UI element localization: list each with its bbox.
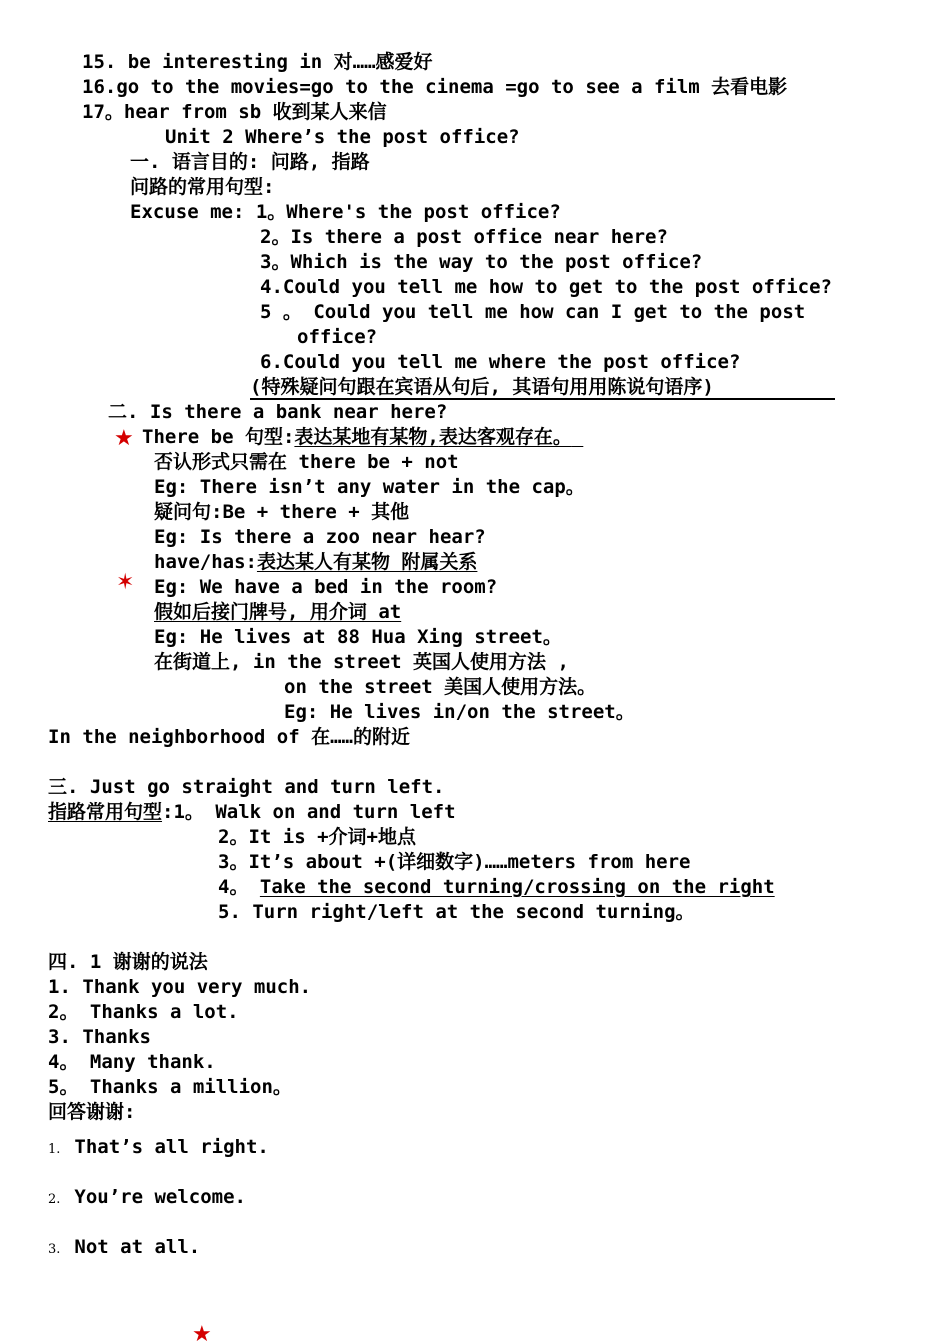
reply-text: That’s all right. bbox=[74, 1136, 269, 1158]
word-order-note: (特殊疑问句跟在宾语从句后, 其语句用用陈说句语序) bbox=[250, 376, 714, 398]
there-be-meaning-1: 表达某地有某物, bbox=[294, 426, 439, 448]
example-4: Eg: He lives at 88 Hua Xing street。 bbox=[154, 626, 562, 648]
example-2: Eg: Is there a zoo near hear? bbox=[154, 526, 486, 548]
direction-5: 5. Turn right/left at the second turning。 bbox=[218, 901, 695, 923]
direction-4-line bbox=[218, 875, 775, 899]
question-5: 5 。 Could you tell me how can I get to the post bbox=[260, 301, 806, 323]
section1-subheading: 问路的常用句型: bbox=[130, 176, 275, 198]
have-prefix: have/has: bbox=[154, 551, 257, 573]
direction-2: 2。It is +介词+地点 bbox=[218, 826, 416, 848]
phrase-16: 16.go to the movies=go to the cinema =go to see a film 去看电影 bbox=[82, 76, 788, 98]
neighborhood-phrase: In the neighborhood of 在……的附近 bbox=[48, 726, 410, 748]
question-form: 疑问句:Be + there + 其他 bbox=[154, 501, 410, 523]
section4-heading: 四. 1 谢谢的说法 bbox=[48, 951, 208, 973]
question-4: 4.Could you tell me how to get to the post office? bbox=[260, 276, 832, 298]
question-2: 2。Is there a post office near here? bbox=[260, 226, 668, 248]
thanks-1: 1. Thank you very much. bbox=[48, 976, 312, 998]
thanks-5: 5。 Thanks a million。 bbox=[48, 1076, 292, 1098]
thanks-2: 2。 Thanks a lot. bbox=[48, 1001, 239, 1023]
section2-heading: 二. Is there a bank near here? bbox=[108, 401, 448, 423]
there-be-line bbox=[142, 425, 583, 449]
direction-4: Take the second turning/crossing on the right bbox=[259, 876, 775, 898]
question-1: Excuse me: 1。Where's the post office? bbox=[130, 201, 561, 223]
example-1: Eg: There isn’t any water in the cap。 bbox=[154, 476, 585, 498]
example-5: Eg: He lives in/on the street。 bbox=[284, 701, 635, 723]
star-icon: ★ bbox=[192, 1322, 212, 1344]
direction-line-1 bbox=[48, 800, 456, 824]
reply-item bbox=[48, 1135, 269, 1162]
reply-item bbox=[48, 1235, 200, 1262]
there-be-prefix: There be 句型: bbox=[142, 426, 295, 448]
reply-text: You’re welcome. bbox=[74, 1186, 246, 1208]
reply-number: 2. bbox=[48, 1192, 61, 1207]
question-3: 3。Which is the way to the post office? bbox=[260, 251, 703, 273]
example-3: Eg: We have a bed in the room? bbox=[154, 576, 498, 598]
reply-text: Not at all. bbox=[74, 1236, 201, 1258]
thanks-4: 4。 Many thank. bbox=[48, 1051, 216, 1073]
reply-number: 1. bbox=[48, 1142, 61, 1157]
direction-label: 指路常用句型 bbox=[48, 801, 163, 823]
have-meaning: 表达某人有某物 附属关系 bbox=[256, 551, 478, 573]
section1-heading: 一. 语言目的: 问路, 指路 bbox=[130, 151, 370, 173]
question-5-cont: office? bbox=[297, 326, 378, 348]
street-us-usage: on the street 美国人使用方法。 bbox=[284, 676, 597, 698]
direction-1: :1。 Walk on and turn left bbox=[162, 801, 456, 823]
question-6: 6.Could you tell me where the post office? bbox=[260, 351, 741, 373]
negative-form: 否认形式只需在 there be + not bbox=[154, 451, 459, 473]
star-icon: ✶ bbox=[116, 570, 135, 595]
phrase-17: 17。hear from sb 收到某人来信 bbox=[82, 101, 387, 123]
direction-4-prefix: 4。 bbox=[218, 876, 260, 898]
house-number-rule: 假如后接门牌号, 用介词 at bbox=[154, 601, 402, 623]
unit-title: Unit 2 Where’s the post office? bbox=[165, 126, 520, 148]
have-line bbox=[154, 550, 477, 574]
section3-heading: 三. Just go straight and turn left. bbox=[48, 776, 445, 798]
underline-tail bbox=[572, 426, 583, 448]
reply-heading: 回答谢谢: bbox=[48, 1101, 136, 1123]
phrase-15: 15. be interesting in 对……感爱好 bbox=[82, 51, 433, 73]
direction-3: 3。It’s about +(详细数字)……meters from here bbox=[218, 851, 691, 873]
thanks-3: 3. Thanks bbox=[48, 1026, 151, 1048]
star-icon: ★ bbox=[114, 426, 134, 451]
there-be-meaning-2: 表达客观存在。 bbox=[438, 426, 572, 448]
reply-item bbox=[48, 1185, 246, 1212]
street-uk-usage: 在街道上, in the street 英国人使用方法 , bbox=[154, 651, 569, 673]
reply-number: 3. bbox=[48, 1242, 61, 1257]
